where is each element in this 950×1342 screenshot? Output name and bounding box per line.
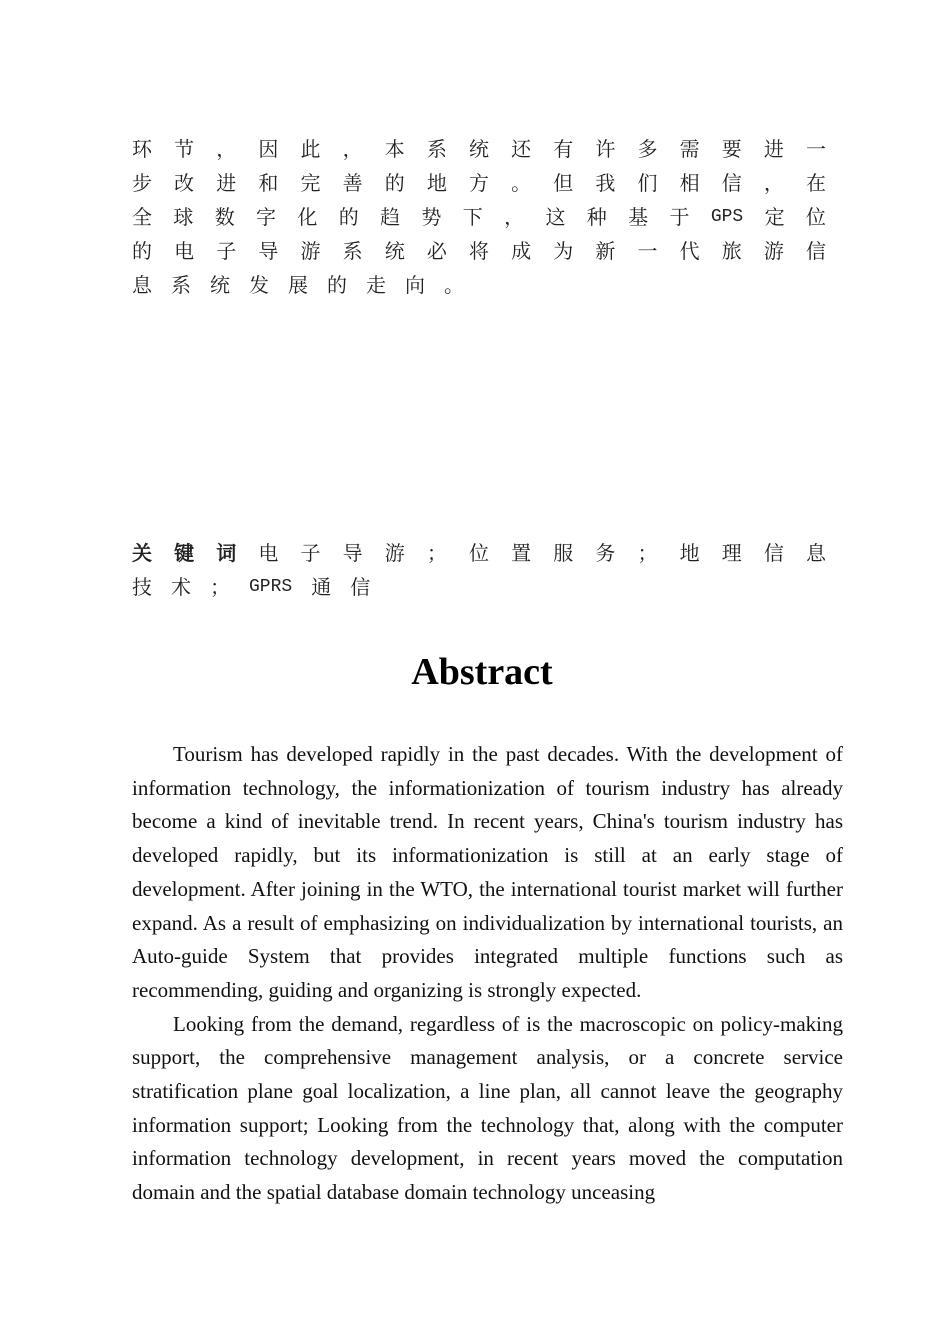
glyph: 多: [637, 137, 658, 161]
glyph: 需: [679, 137, 700, 161]
glyph: 发: [249, 273, 269, 297]
glyph: 化: [297, 205, 318, 229]
glyph: 方: [469, 171, 489, 195]
glyph: 。: [444, 273, 464, 297]
glyph: 基: [628, 205, 649, 229]
glyph: 数: [214, 205, 235, 229]
glyph: 必: [426, 239, 447, 263]
glyph: 系: [426, 137, 447, 161]
text-line: [132, 166, 826, 200]
glyph: 统: [210, 273, 230, 297]
glyph: 这: [545, 205, 566, 229]
glyph: 位: [805, 205, 826, 229]
glyph: ；: [426, 541, 447, 565]
abstract-paragraph: Tourism has developed rapidly in the past decades. With the development of information technology, the informationization of tourism industry has already become a kind of inevitable trend. In recent years, China's tourism industry has developed rapidly, but its informationization is still at an early stage of development. After joining in the WTO, the international tourist market will further expand. As a result of emphasizing on individualization by international tourists, an Auto-guide System that provides integrated multiple functions such as recommending, guiding and organizing is strongly expected.: [132, 742, 843, 1002]
abstract-paragraph: Looking from the demand, regardless of is the macroscopic on policy-making support, the comprehensive management analysis, or a concrete service stratification plane goal localization, a line plan, all cannot leave the geography information support; Looking from the technology that, along with the computer information technology development, in recent years moved the computation domain and the spatial database domain technology unceasing: [132, 1011, 843, 1205]
glyph: 定: [764, 205, 785, 229]
glyph: 信: [806, 239, 826, 263]
glyph: 进: [763, 137, 784, 161]
chinese-conclusion-paragraph: [132, 132, 826, 302]
glyph: 的: [132, 239, 152, 263]
glyph: 地: [426, 171, 447, 195]
glyph: 词: [216, 541, 237, 565]
latin-token: GPS: [710, 207, 744, 227]
glyph: 电: [258, 541, 279, 565]
glyph: ，: [504, 205, 525, 229]
glyph: 息: [806, 541, 826, 565]
glyph: 旅: [721, 239, 742, 263]
glyph: 统: [384, 239, 405, 263]
glyph: 的: [327, 273, 347, 297]
glyph: 信: [721, 171, 742, 195]
glyph: 要: [721, 137, 742, 161]
abstract-body: [132, 738, 843, 1210]
glyph: 新: [595, 239, 616, 263]
glyph: 下: [462, 205, 483, 229]
glyph: 为: [553, 239, 574, 263]
glyph: 本: [384, 137, 405, 161]
glyph: 统: [469, 137, 489, 161]
glyph: 种: [586, 205, 607, 229]
glyph: 电: [174, 239, 195, 263]
glyph: ；: [210, 575, 230, 599]
abstract-heading: Abstract: [411, 651, 553, 693]
glyph: 球: [173, 205, 194, 229]
glyph: 进: [216, 171, 237, 195]
glyph: 字: [256, 205, 277, 229]
glyph: 许: [595, 137, 616, 161]
glyph: 系: [342, 239, 363, 263]
glyph: ；: [637, 541, 658, 565]
text-line: [132, 268, 826, 302]
glyph: 游: [300, 239, 321, 263]
glyph: 但: [553, 171, 574, 195]
glyph: ，: [342, 137, 363, 161]
keywords-line-1: [132, 536, 826, 570]
glyph: 还: [511, 137, 532, 161]
glyph: 游: [763, 239, 784, 263]
glyph: 趋: [380, 205, 401, 229]
glyph: 有: [553, 137, 574, 161]
glyph: 位: [469, 541, 489, 565]
glyph: 完: [300, 171, 321, 195]
glyph: 系: [171, 273, 191, 297]
glyph: 一: [806, 137, 826, 161]
glyph: 关: [132, 541, 152, 565]
text-line: [132, 234, 826, 268]
glyph: 的: [338, 205, 359, 229]
glyph: 信: [763, 541, 784, 565]
glyph: 务: [595, 541, 616, 565]
text-line: [132, 200, 826, 234]
glyph: 技: [132, 575, 152, 599]
glyph: 通: [311, 575, 332, 599]
glyph: 因: [258, 137, 279, 161]
glyph: 和: [258, 171, 279, 195]
glyph: 信: [350, 575, 371, 599]
glyph: 术: [171, 575, 191, 599]
glyph: 导: [258, 239, 279, 263]
glyph: 环: [132, 137, 152, 161]
glyph: 游: [384, 541, 405, 565]
glyph: 服: [553, 541, 574, 565]
glyph: 相: [679, 171, 700, 195]
glyph: 键: [174, 541, 195, 565]
glyph: ，: [216, 137, 237, 161]
glyph: 导: [342, 541, 363, 565]
keywords-line-2: [132, 570, 826, 604]
keywords-section: [132, 536, 826, 604]
glyph: 地: [679, 541, 700, 565]
glyph: ，: [763, 171, 784, 195]
glyph: 子: [216, 239, 237, 263]
glyph: 势: [421, 205, 442, 229]
glyph: 代: [679, 239, 700, 263]
glyph: 步: [132, 171, 152, 195]
glyph: 改: [174, 171, 195, 195]
glyph: 理: [721, 541, 742, 565]
glyph: 善: [342, 171, 363, 195]
glyph: 此: [300, 137, 321, 161]
glyph: 节: [174, 137, 195, 161]
glyph: 我: [595, 171, 616, 195]
glyph: 全: [132, 205, 152, 229]
text-line: [132, 132, 826, 166]
glyph: 子: [300, 541, 321, 565]
glyph: 一: [637, 239, 658, 263]
glyph: 走: [366, 273, 386, 297]
glyph: 于: [669, 205, 690, 229]
glyph: 向: [405, 273, 425, 297]
glyph: 展: [288, 273, 308, 297]
glyph: 成: [511, 239, 532, 263]
glyph: 在: [806, 171, 826, 195]
glyph: 将: [469, 239, 489, 263]
glyph: 的: [384, 171, 405, 195]
keyword-gprs: GPRS: [249, 577, 293, 597]
glyph: 置: [511, 541, 532, 565]
glyph: 息: [132, 273, 152, 297]
glyph: 。: [511, 171, 532, 195]
glyph: 们: [637, 171, 658, 195]
